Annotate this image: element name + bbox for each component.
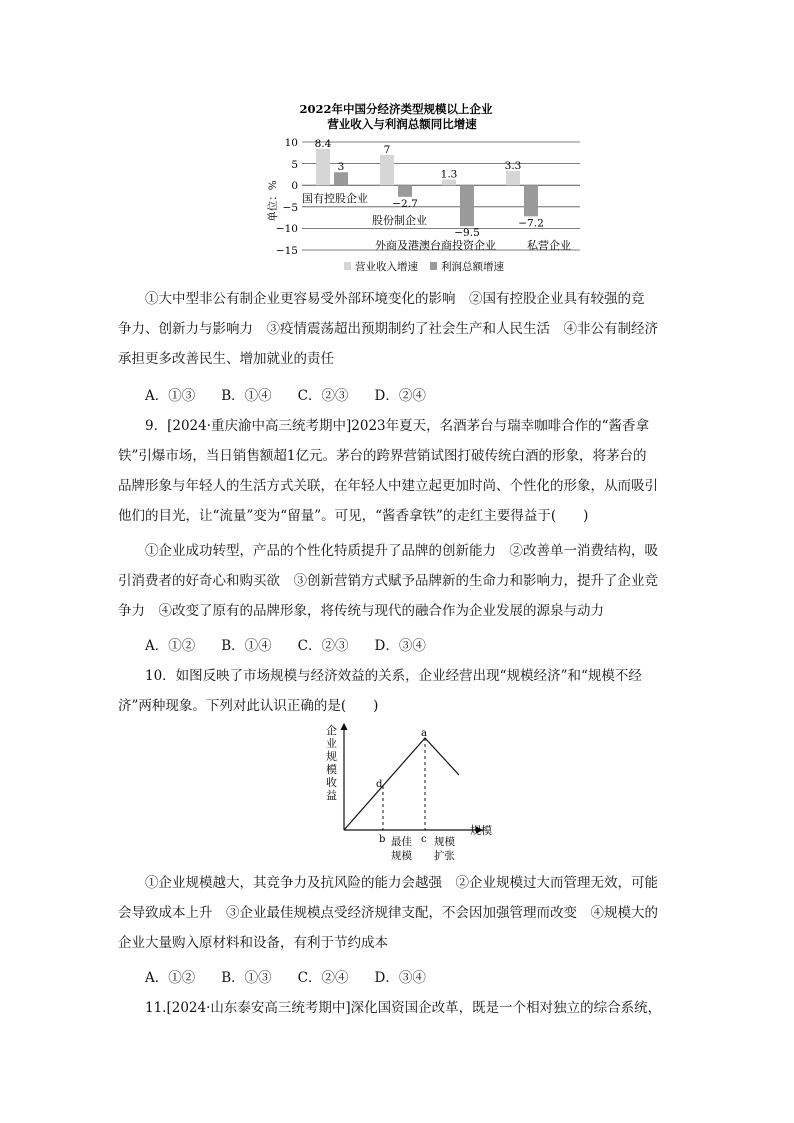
- best-scale-label-2: 规模: [391, 850, 412, 862]
- q10-option-d[interactable]: D．③④: [374, 970, 426, 986]
- legend-swatch-profit: [430, 262, 437, 270]
- legend-label-revenue: 营业收入增速: [355, 261, 418, 273]
- q10-option-a[interactable]: A．①②: [145, 970, 196, 986]
- q10-diagram-svg: [320, 720, 510, 870]
- scale-expansion-label-2: 扩张: [434, 850, 455, 862]
- y-tick-labels: [276, 137, 298, 257]
- q10-options: [145, 966, 452, 986]
- q9-choice-line: 争力 ④改变了原有的品牌形象，将传统与现代的融合作为企业发展的源泉与动力: [118, 603, 604, 619]
- q10-choice-line: 会导致成本上升 ③企业最佳规模点受经济规律支配，不会因加强管理而改变 ④规模大的: [118, 905, 658, 921]
- growth-bar-chart: [262, 98, 592, 278]
- y-tick-label: 0: [291, 180, 298, 192]
- svg-text:收: 收: [326, 776, 337, 789]
- benefit-curve: [344, 738, 459, 830]
- data-label-revenue-3: 3.3: [504, 159, 522, 172]
- q9-choices: [118, 536, 690, 626]
- svg-text:企: 企: [326, 724, 337, 737]
- q8-options: [145, 384, 452, 404]
- q9-stem-line: 铁”引爆市场，当日销售额超1亿元。茅台的跨界营销试图打破传统白酒的形象，将茅台的: [118, 448, 647, 464]
- data-label-revenue-0: 8.4: [314, 137, 332, 150]
- data-label-profit-2: −9.5: [454, 227, 480, 240]
- bar-revenue-1: [380, 155, 394, 185]
- bar-profit-2: [460, 185, 474, 226]
- q8-option-c[interactable]: C．②③: [297, 388, 349, 404]
- bar-profit-3: [524, 185, 538, 216]
- q10-stem: [118, 661, 690, 721]
- bars: [315, 138, 544, 239]
- q11-stem: [118, 993, 690, 1023]
- q10-diagram: [320, 720, 510, 870]
- bar-profit-1: [398, 185, 412, 197]
- data-label-profit-3: −7.2: [518, 217, 544, 230]
- point-d-label: d: [376, 779, 383, 790]
- q8-choice-line: 承担更多改善民生、增加就业的责任: [118, 351, 334, 367]
- q8-choices: [118, 284, 690, 374]
- q9-options: [145, 634, 452, 654]
- point-b-label: b: [379, 834, 386, 845]
- y-tick-label: 10: [284, 137, 298, 149]
- y-axis-label: [266, 180, 279, 221]
- svg-text:业: 业: [326, 737, 337, 750]
- q9-option-d[interactable]: D．③④: [374, 638, 426, 654]
- category-label-foreign: 外商及港澳台商投资企业: [375, 239, 496, 252]
- svg-text:规: 规: [326, 750, 337, 763]
- q10-option-b[interactable]: B．①③: [221, 970, 272, 986]
- q11-stem-line: 11.[2024·山东泰安高三统考期中]深化国资国企改革，既是一个相对独立的综合系统，: [145, 1000, 662, 1016]
- svg-text:模: 模: [326, 763, 337, 776]
- legend-swatch-revenue: [344, 262, 351, 270]
- q10-choices: [118, 868, 690, 958]
- q9-stem: [118, 411, 690, 531]
- q8-option-b[interactable]: B．①④: [221, 388, 272, 404]
- q9-choice-line: ①企业成功转型，产品的个性化特质提升了品牌的创新能力 ②改善单一消费结构，吸: [145, 543, 658, 559]
- legend-label-profit: 利润总额增速: [441, 261, 504, 273]
- q9-option-c[interactable]: C．②③: [297, 638, 349, 654]
- q10-stem-line: 济”两种现象。下列对此认识正确的是( ): [118, 698, 379, 714]
- data-label-revenue-2: 1.3: [440, 168, 458, 181]
- q9-stem-line: 9．[2024·重庆渝中高三统考期中]2023年夏天，名酒茅台与瑞幸咖啡合作的“酱香拿: [145, 418, 650, 434]
- category-label-state: 国有控股企业: [302, 192, 368, 205]
- x-axis-label: 规模: [470, 824, 492, 837]
- y-tick-label: −10: [275, 223, 298, 235]
- q10-choice-line: ①企业规模越大，其竞争力及抗风险的能力会越强 ②企业规模过大而管理无效，可能: [145, 875, 658, 891]
- q8-option-a[interactable]: A．①③: [145, 388, 196, 404]
- q9-option-b[interactable]: B．①④: [221, 638, 272, 654]
- bar-profit-0: [334, 172, 348, 185]
- y-tick-label: 5: [291, 159, 298, 171]
- scale-expansion-label-1: 规模: [434, 836, 455, 848]
- category-label-private: 私营企业: [527, 239, 571, 252]
- svg-text:益: 益: [326, 789, 337, 802]
- q9-stem-line: 他们的目光，让“流量”变为“留量”。可见，“酱香拿铁”的走红主要得益于( ): [118, 508, 589, 524]
- q10-stem-line: 10．如图反映了市场规模与经济效益的关系，企业经营出现“规模经济”和“规模不经: [145, 668, 642, 684]
- data-label-profit-1: −2.7: [392, 197, 418, 210]
- legend: [344, 260, 504, 273]
- q10-choice-line: 企业大量购入原材料和设备，有利于节约成本: [118, 935, 388, 951]
- q8-choice-line: ①大中型非公有制企业更容易受外部环境变化的影响 ②国有控股企业具有较强的竞: [145, 291, 645, 307]
- point-a-label: a: [421, 728, 427, 739]
- bar-revenue-0: [316, 149, 330, 185]
- category-label-joint-stock: 股份制企业: [372, 214, 427, 227]
- q9-option-a[interactable]: A．①②: [145, 638, 196, 654]
- y-axis-label: [326, 723, 337, 802]
- chart-title-line1: 2022年中国分经济类型规模以上企业: [299, 102, 493, 116]
- data-label-revenue-1: 7: [383, 143, 391, 156]
- svg-text:单位：%: 单位：%: [267, 180, 279, 222]
- q8-option-d[interactable]: D．②④: [374, 388, 426, 404]
- point-c-label: c: [421, 834, 427, 845]
- q9-choice-line: 引消费者的好奇心和购买欲 ③创新营销方式赋予品牌新的生命力和影响力，提升了企业竞: [118, 573, 658, 589]
- q9-stem-line: 品牌形象与年轻人的生活方式关联，在年轻人中建立起更加时尚、个性化的形象，从而吸引: [118, 478, 658, 494]
- best-scale-label-1: 最佳: [391, 836, 412, 848]
- bar-revenue-3: [506, 171, 520, 185]
- chart-title-line2: 营业收入与利润总额同比增速: [327, 117, 477, 131]
- y-tick-label: −15: [275, 245, 298, 257]
- y-tick-label: −5: [282, 202, 298, 214]
- q10-option-c[interactable]: C．②④: [297, 970, 349, 986]
- q8-choice-line: 争力、创新力与影响力 ③疫情震荡超出预期制约了社会生产和人民生活 ④非公有制经济: [118, 321, 658, 337]
- data-label-profit-0: 3: [337, 161, 345, 174]
